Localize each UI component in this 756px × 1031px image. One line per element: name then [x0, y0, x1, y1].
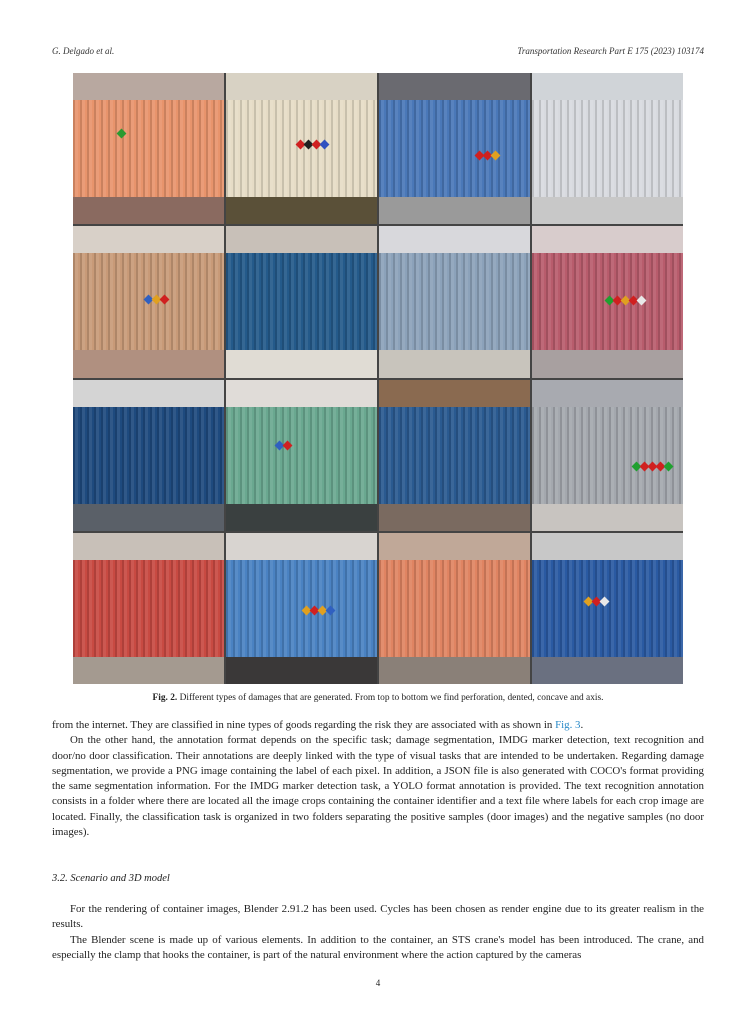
figure-caption [0, 693, 756, 703]
body-text-lower [52, 902, 704, 963]
render-ground [379, 350, 530, 377]
paragraph-1-text: from the internet. They are classified in nine types of goods regarding the risk they are associated with as shown in [52, 719, 556, 731]
render-ground [532, 350, 683, 377]
body-text-upper [52, 718, 704, 840]
container-body [226, 100, 377, 197]
imdg-marker-group [145, 296, 168, 303]
imdg-marker-icon [664, 461, 674, 471]
container-render-dented-3 [379, 226, 530, 377]
container-render-concave-1 [73, 380, 224, 531]
container-render-axis-4 [532, 533, 683, 684]
section-heading: 3.2. Scenario and 3D model [52, 873, 170, 884]
container-body [73, 407, 224, 504]
paragraph-1-end: . [580, 719, 584, 731]
paragraph-4: The Blender scene is made up of various elements. In addition to the container, an STS crane's model has been introduced. The crane, and especially the clamp that hooks the container, is part of the natural environment where the action captured by the cameras [52, 933, 704, 961]
container-render-concave-3 [379, 380, 530, 531]
imdg-marker-icon [637, 296, 647, 306]
imdg-marker-icon [160, 294, 170, 304]
container-body [379, 100, 530, 197]
container-body [73, 100, 224, 197]
render-ground [226, 197, 377, 224]
container-body [532, 560, 683, 657]
render-ground [73, 197, 224, 224]
container-body [226, 407, 377, 504]
render-ground [226, 657, 377, 684]
container-body [532, 100, 683, 197]
container-render-perforation-3 [379, 73, 530, 224]
imdg-marker-group [606, 297, 645, 304]
render-ground [532, 504, 683, 531]
figure-2-image-grid [73, 73, 683, 684]
container-render-dented-1 [73, 226, 224, 377]
page-number: 4 [375, 978, 381, 988]
running-header-journal: Transportation Research Part E 175 (2023) 103174 [517, 46, 704, 56]
imdg-marker-icon [490, 150, 500, 160]
container-render-perforation-2 [226, 73, 377, 224]
container-body [379, 407, 530, 504]
figure-caption-text: Different types of damages that are generated. From top to bottom we find perforation, dented, concave and axis. [179, 693, 604, 703]
render-ground [73, 350, 224, 377]
figure-label: Fig. 2. [152, 693, 178, 703]
render-ground [379, 657, 530, 684]
paragraph-1 [52, 718, 704, 733]
imdg-marker-group [276, 442, 291, 449]
render-ground [532, 197, 683, 224]
imdg-marker-group [633, 463, 672, 470]
fig-3-link[interactable]: Fig. 3 [555, 719, 581, 731]
imdg-marker-icon [117, 129, 127, 139]
container-render-perforation-1 [73, 73, 224, 224]
paragraph-2: On the other hand, the annotation format depends on the specific task; damage segmentation, IMDG marker detection, text recognition and door/no door classification. Their annotations are deeply linked with the type of visual tasks that are intended to be undertaken. Regarding damage segmentation, we provide a PNG image containing the label of each pixel. In addition, a JSON file is also generated with COCO's format providing the same segmentation information. For the IMDG marker detection task, a YOLO format annotation is provided. The text recognition annotation consists in a folder where there are located all the image crops containing the container identifier and a text file where labels for each crop image are located. Finally, the classification task is organized in two folders separating the positive samples (door images) and the negative samples (no door images). [52, 734, 704, 839]
imdg-marker-group [585, 598, 608, 605]
imdg-marker-icon [326, 605, 336, 615]
container-render-axis-1 [73, 533, 224, 684]
imdg-marker-group [303, 607, 334, 614]
render-ground [73, 504, 224, 531]
imdg-marker-icon [320, 140, 330, 150]
render-ground [532, 657, 683, 684]
render-ground [226, 350, 377, 377]
render-ground [73, 657, 224, 684]
container-body [379, 560, 530, 657]
container-render-axis-2 [226, 533, 377, 684]
imdg-marker-icon [282, 440, 292, 450]
paragraph-3: For the rendering of container images, Blender 2.91.2 has been used. Cycles has been chosen as render engine due to its greater realism in the results. [52, 903, 704, 931]
container-body [532, 407, 683, 504]
render-ground [379, 197, 530, 224]
container-body [226, 560, 377, 657]
imdg-marker-group [476, 152, 499, 159]
imdg-marker-icon [599, 596, 609, 606]
render-ground [226, 504, 377, 531]
imdg-marker-group [297, 141, 328, 148]
running-header-authors: G. Delgado et al. [52, 46, 115, 56]
container-render-axis-3 [379, 533, 530, 684]
container-body [73, 560, 224, 657]
container-render-perforation-4 [532, 73, 683, 224]
imdg-marker-group [118, 130, 125, 137]
container-body [226, 253, 377, 350]
container-render-dented-4 [532, 226, 683, 377]
container-body [379, 253, 530, 350]
container-render-concave-4 [532, 380, 683, 531]
container-render-concave-2 [226, 380, 377, 531]
container-render-dented-2 [226, 226, 377, 377]
render-ground [379, 504, 530, 531]
